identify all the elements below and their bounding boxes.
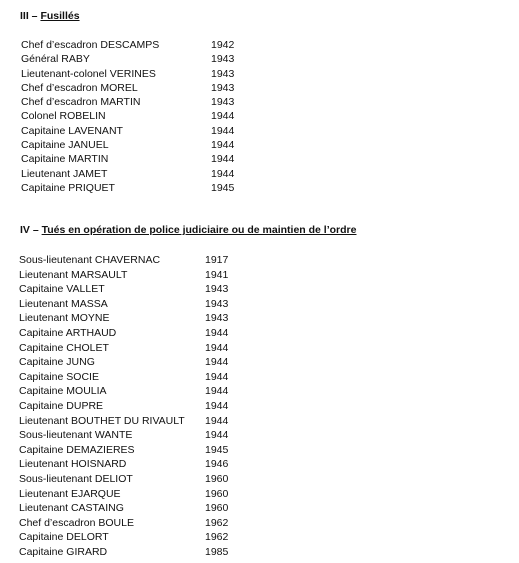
- section-title: Tués en opération de police judiciaire ou de maintien de l’ordre: [41, 224, 357, 236]
- person-name: Sous-lieutenant WANTE: [19, 429, 133, 442]
- list-item: [19, 341, 228, 356]
- year: 1943: [211, 81, 235, 94]
- year: 1941: [205, 268, 229, 281]
- year: 1944: [211, 153, 235, 166]
- person-name: Capitaine MOULIA: [19, 385, 107, 398]
- list-item: [19, 414, 228, 429]
- year: 1960: [205, 502, 229, 515]
- year: 1944: [211, 124, 235, 137]
- person-name: Capitaine SOCIE: [19, 370, 99, 383]
- year: 1944: [205, 385, 229, 398]
- person-name: Capitaine CHOLET: [19, 341, 109, 354]
- person-name: Lieutenant CASTAING: [19, 502, 124, 515]
- list-item: [19, 384, 228, 399]
- person-name: Lieutenant MOYNE: [19, 312, 110, 325]
- year: 1943: [211, 67, 235, 80]
- year: 1944: [211, 139, 235, 152]
- list-fusilles: [21, 38, 234, 195]
- list-item: [21, 81, 234, 95]
- section-heading-fusilles: [20, 9, 80, 23]
- person-name: Sous-lieutenant DELIOT: [19, 472, 133, 485]
- year: 1945: [205, 443, 229, 456]
- list-item: [19, 530, 228, 545]
- list-item: [21, 167, 234, 181]
- person-name: Lieutenant EJARQUE: [19, 487, 121, 500]
- person-name: Capitaine GIRARD: [19, 545, 108, 558]
- person-name: Capitaine MARTIN: [21, 153, 109, 166]
- person-name: Capitaine JUNG: [19, 356, 95, 369]
- list-item: [19, 399, 228, 414]
- list-item: [21, 181, 234, 195]
- list-item: [21, 138, 234, 152]
- year: 1944: [205, 370, 229, 383]
- person-name: Capitaine PRIQUET: [21, 181, 115, 194]
- person-name: Lieutenant-colonel VERINES: [21, 67, 156, 80]
- person-name: Capitaine DEMAZIERES: [19, 443, 135, 456]
- year: 1917: [205, 254, 229, 266]
- list-item: [19, 443, 228, 458]
- year: 1943: [205, 283, 229, 296]
- person-name: Chef d’escadron BOULE: [19, 516, 134, 529]
- list-item: [19, 311, 228, 326]
- person-name: Lieutenant JAMET: [21, 167, 108, 180]
- list-item: [19, 253, 228, 268]
- person-name: Capitaine JANUEL: [21, 139, 109, 152]
- list-item: [19, 268, 228, 283]
- person-name: Chef d’escadron MARTIN: [21, 96, 141, 109]
- year: 1944: [205, 429, 229, 442]
- person-name: Lieutenant MARSAULT: [19, 268, 128, 281]
- list-item: [21, 52, 234, 66]
- section-number: III –: [20, 10, 38, 22]
- list-item: [21, 38, 234, 52]
- person-name: Chef d’escadron MOREL: [21, 81, 138, 94]
- person-name: Chef d’escadron DESCAMPS: [21, 39, 160, 51]
- year: 1985: [205, 545, 229, 558]
- section-number: IV –: [20, 224, 39, 236]
- year: 1942: [211, 39, 235, 51]
- person-name: Capitaine DUPRE: [19, 399, 104, 412]
- year: 1944: [205, 356, 229, 369]
- year: 1944: [205, 414, 229, 427]
- section-heading-tues-en-operation: [20, 223, 356, 237]
- person-name: Capitaine DELORT: [19, 531, 109, 544]
- list-item: [19, 472, 228, 487]
- year: 1946: [205, 458, 229, 471]
- year: 1943: [205, 312, 229, 325]
- year: 1944: [211, 110, 235, 123]
- person-name: Capitaine VALLET: [19, 283, 105, 296]
- year: 1943: [211, 53, 235, 66]
- year: 1960: [205, 472, 229, 485]
- list-item: [21, 67, 234, 81]
- year: 1960: [205, 487, 229, 500]
- list-item: [19, 355, 228, 370]
- year: 1962: [205, 531, 229, 544]
- year: 1943: [211, 96, 235, 109]
- person-name: Colonel ROBELIN: [21, 110, 106, 123]
- person-name: Lieutenant HOISNARD: [19, 458, 127, 471]
- person-name: Lieutenant MASSA: [19, 297, 108, 310]
- list-item: [21, 109, 234, 123]
- section-title: Fusillés: [40, 10, 80, 22]
- list-item: [21, 95, 234, 109]
- list-item: [21, 124, 234, 138]
- year: 1943: [205, 297, 229, 310]
- person-name: Capitaine ARTHAUD: [19, 326, 117, 339]
- person-name: Lieutenant BOUTHET DU RIVAULT: [19, 414, 185, 427]
- list-tues-en-operation: [19, 253, 228, 559]
- person-name: Général RABY: [21, 53, 90, 66]
- list-item: [19, 297, 228, 312]
- person-name: Capitaine LAVENANT: [21, 124, 123, 137]
- list-item: [19, 501, 228, 516]
- year: 1944: [205, 326, 229, 339]
- year: 1944: [205, 341, 229, 354]
- list-item: [19, 326, 228, 341]
- person-name: Sous-lieutenant CHAVERNAC: [19, 254, 161, 266]
- year: 1944: [205, 399, 229, 412]
- list-item: [19, 487, 228, 502]
- year: 1945: [211, 181, 235, 194]
- list-item: [19, 457, 228, 472]
- list-item: [19, 370, 228, 385]
- list-item: [19, 516, 228, 531]
- list-item: [19, 282, 228, 297]
- year: 1944: [211, 167, 235, 180]
- list-item: [19, 428, 228, 443]
- year: 1962: [205, 516, 229, 529]
- list-item: [21, 152, 234, 166]
- list-item: [19, 545, 228, 560]
